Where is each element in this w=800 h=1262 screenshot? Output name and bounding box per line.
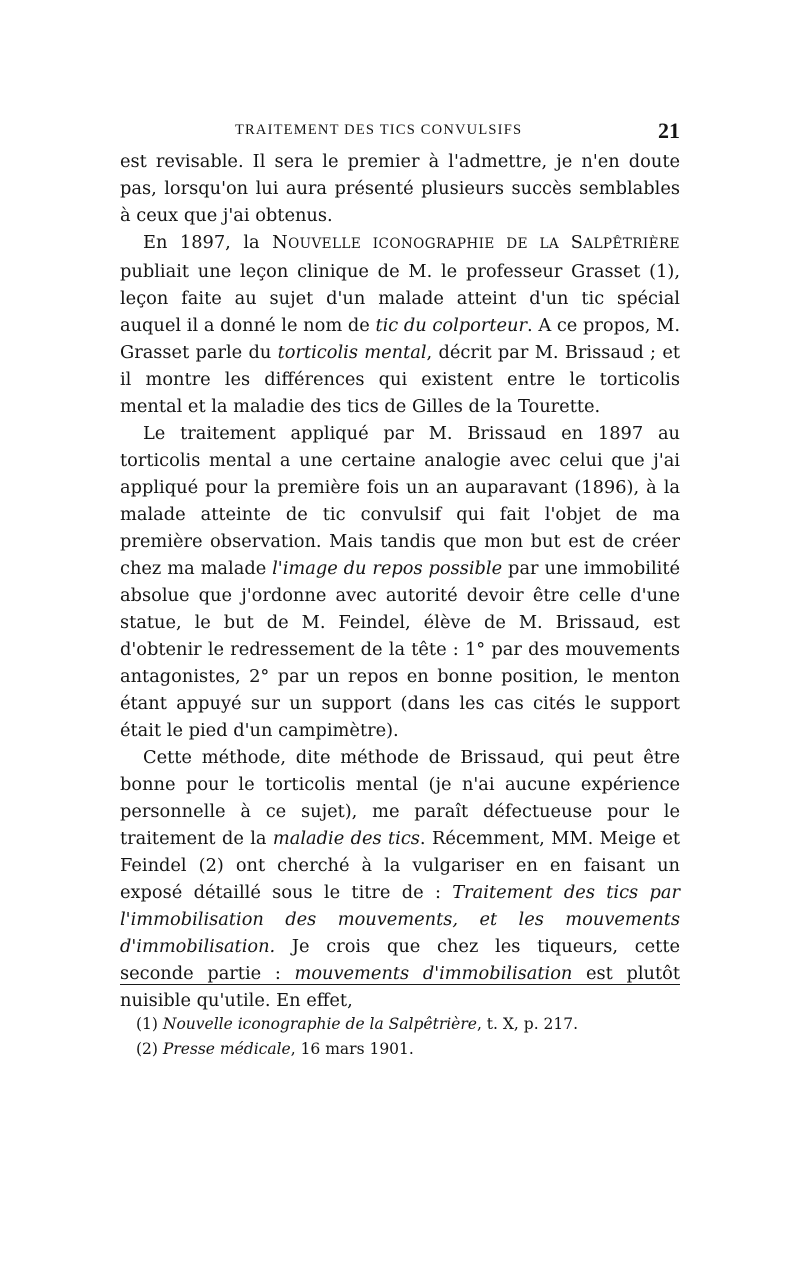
running-head bbox=[120, 118, 680, 142]
running-title: TRAITEMENT DES TICS CONVULSIFS bbox=[235, 122, 523, 138]
paragraph bbox=[120, 744, 680, 1014]
italic-text: Nouvelle iconographie de la Salpêtrière bbox=[162, 1015, 477, 1033]
footnote bbox=[136, 1037, 676, 1062]
paragraph-text: . Récemment, MM. Meige et Feindel (2) ont cherché à la vulgariser en en faisant un exposé détaillé sous le titre de : bbox=[120, 828, 680, 903]
small-caps-title: NOUVELLE ICONOGRAPHIE DE LA SALPÊTRIÈRE bbox=[272, 232, 680, 253]
footnote-divider bbox=[120, 984, 680, 985]
paragraph-text: En 1897, la bbox=[143, 232, 273, 253]
italic-text: Traitement des tics par l'immobilisation des mouvements, et les mouvements d'immobilisation. bbox=[120, 882, 680, 957]
paragraph-text: publiait une leçon clinique de M. le professeur Grasset (1), leçon faite au sujet d'un malade atteint d'un tic spécial auquel il a donné le nom de bbox=[120, 261, 680, 336]
body-text bbox=[120, 148, 680, 1014]
paragraph bbox=[120, 420, 680, 744]
paragraph-text: , décrit par M. Brissaud ; et il montre les différences qui existent entre le torticolis mental et la maladie des tics de Gilles de la Tourette. bbox=[120, 342, 680, 417]
paragraph-text: Cette méthode, dite méthode de Brissaud, qui peut être bonne pour le torticolis mental (je n'ai aucune expérience personnelle à ce sujet), me paraît défectueuse pour le traitement de la bbox=[120, 747, 680, 849]
italic-text: l'image du repos possible bbox=[272, 558, 503, 579]
paragraph-text: . A ce propos, M. Grasset parle du bbox=[120, 315, 680, 363]
footnote-text: (1) bbox=[136, 1015, 163, 1033]
paragraph bbox=[120, 148, 680, 229]
page-number: 21 bbox=[658, 118, 680, 143]
paragraph-text: par une immobilité absolue que j'ordonne avec autorité devoir être celle d'une statue, le but de M. Feindel, élève de M. Brissaud, est d'obtenir le redressement de la tête : 1° par des mouvements antagonistes, 2° par un repos en bonne position, le menton étant appuyé sur un support (dans les cas cités le support était le pied d'un campimètre). bbox=[120, 558, 680, 741]
footnote bbox=[136, 1012, 676, 1037]
paragraph-text: est plutôt nuisible qu'utile. En effet, bbox=[120, 963, 680, 1011]
paragraph bbox=[120, 229, 680, 420]
italic-text: torticolis mental bbox=[277, 342, 427, 363]
footnotes bbox=[136, 1012, 676, 1062]
footnote-text: , t. X, p. 217. bbox=[476, 1015, 579, 1033]
italic-text: Presse médicale bbox=[162, 1040, 291, 1058]
paragraph-text: Je crois que chez les tiqueurs, cette seconde partie : bbox=[120, 936, 680, 984]
paragraph-text: est revisable. Il sera le premier à l'admettre, je n'en doute pas, lorsqu'on lui aura présenté plusieurs succès semblables à ceux que j'ai obtenus. bbox=[120, 151, 680, 226]
footnote-text: (2) bbox=[136, 1040, 163, 1058]
italic-text: mouvements d'immobilisation bbox=[294, 963, 573, 984]
footnote-text: , 16 mars 1901. bbox=[290, 1040, 414, 1058]
italic-text: tic du colporteur bbox=[375, 315, 527, 336]
paragraph-text: Le traitement appliqué par M. Brissaud en 1897 au torticolis mental a une certaine analogie avec celui que j'ai appliqué pour la première fois un an auparavant (1896), à la malade atteinte de tic convulsif qui fait l'objet de ma première observation. Mais tandis que mon but est de créer chez ma malade bbox=[120, 423, 680, 579]
italic-text: maladie des tics bbox=[272, 828, 420, 849]
